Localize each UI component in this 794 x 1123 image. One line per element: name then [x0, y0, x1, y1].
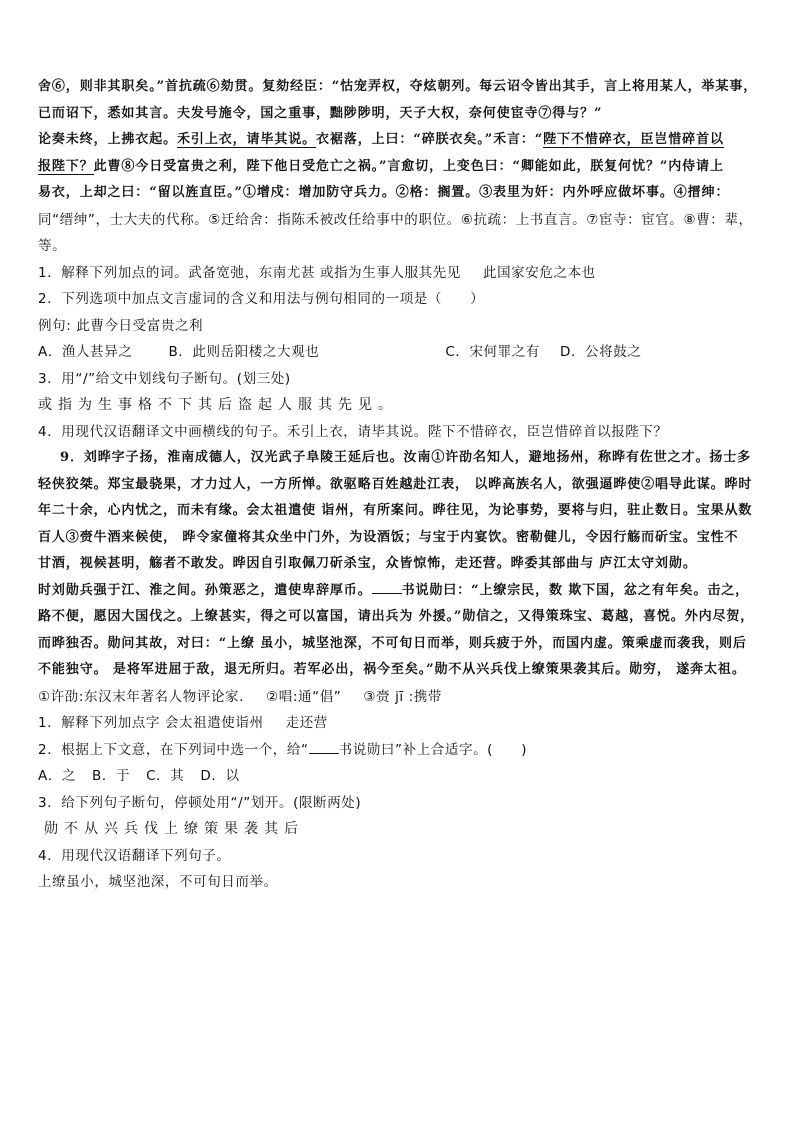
- option-d[interactable]: D．以: [200, 768, 240, 784]
- question-text: 书说勋曰”补上合适字。( ): [338, 741, 528, 758]
- underlined-sentence: 陛下不惜碎衣，臣岂惜碎首以: [543, 132, 724, 147]
- question-4: 4．用现代汉语翻译文中画横线的句子。禾引上衣，请毕其说。陛下不惜碎衣，臣岂惜碎首以报陛下？: [38, 423, 668, 440]
- passage-1-line: 舍⑥，则非其职矣。”首抗疏⑥劾贯。复劾经臣：“怙宠弄权，夺炫朝列。每云诏令皆出其手，言上将用某人，举某事，: [38, 79, 758, 94]
- example-sentence: 例句: 此曹今日受富贵之利: [38, 317, 204, 334]
- note: ②唱:通“倡”: [266, 688, 342, 705]
- text-span: 此曹⑧今日受富贵之利，陛下他日受危亡之祸。”言愈切，上变色曰：“卿能如此，朕复何忧？”内侍请上: [93, 158, 724, 174]
- option-a[interactable]: A．之: [38, 768, 77, 784]
- passage-1-line: [38, 127, 756, 154]
- question-text: 走还营: [285, 715, 328, 731]
- option-d[interactable]: D．公将鼓之: [559, 344, 642, 360]
- question-1: [38, 710, 756, 737]
- note: ③赍 jī :携带: [363, 688, 443, 705]
- fill-blank[interactable]: [372, 581, 402, 594]
- segmentation-text: 勋不从兴兵伐上缭策果袭其后: [44, 821, 304, 837]
- text-span: 书说勋曰：“上缭宗民，数 欺下国，忿之有年矣。击之，: [401, 582, 750, 598]
- question-text: 1．解释下列加点字 会太祖遣使诣州: [38, 715, 264, 731]
- passage-1-notes: 同“缙绅”，士大夫的代称。⑤迁给舍：指陈禾被改任给事中的职位。⑥抗疏：上书直言。⑦宦寺：宦官。⑧曹：辈，: [38, 211, 753, 228]
- question-3: 3．给下列句子断句，停顿处用“/”划开。(限断两处): [38, 794, 362, 811]
- question-text: 1．解释下列加点的词。武备宽弛，东南尤甚 或指为生事人服其先见: [38, 264, 461, 281]
- text-span: 时刘勋兵强于江、淮之间。孙策恶之，遣使卑辞厚币。: [38, 582, 372, 598]
- passage-2-line: 百人③赍牛酒来候使， 晔令家僮将其众坐中门外，为设酒饭；与宝于内宴饮。密勒健儿，令因行觞而斫宝。宝性不: [38, 529, 739, 545]
- segmentation-text: 或指为生事格不下其后盗起人服其先见。: [38, 397, 398, 413]
- option-b[interactable]: B．此则岳阳楼之大观也: [168, 344, 320, 360]
- passage-2-line: 而晔独否。勋问其故，对曰：“上缭 虽小，城坚池深，不可旬日而举，则兵疲于外，而国内虚。策乘虚而袭我，则后: [38, 635, 747, 651]
- question-set-2: [38, 710, 756, 896]
- passage-2-line: 轻侠狡桀。郑宝最骁果，才力过人，一方所惮。欲驱略百姓越赴江表， 以晔高族名人，欲强逼晔使②唱导此谋。晔时: [38, 476, 753, 492]
- question-2: 2．下列选项中加点文言虚词的含义和用法与例句相同的一项是（ ）: [38, 291, 485, 307]
- option-a[interactable]: A．渔人甚异之: [38, 344, 133, 360]
- question-3: 3．用“/”给文中划线句子断句。(划三处): [38, 370, 291, 387]
- passage-1-line: [38, 154, 756, 181]
- question-set-1: [38, 260, 756, 446]
- text-span: 论奏未终，上拂衣起。: [38, 132, 178, 147]
- option-c[interactable]: C．宋何罪之有: [445, 344, 540, 360]
- question-text: 此国家安危之本也: [482, 264, 596, 281]
- options-row: [38, 763, 756, 790]
- note: ①许劭:东汉末年著名人物评论家.: [38, 688, 245, 705]
- passage-1-line: 易衣，上却之曰：“留以旌直臣。”①增戍：增加防守兵力。②格：搁置。③表里为奸：内外呼应做坏事。④搢绅：: [38, 185, 730, 200]
- text-span: 衣裾落，上曰：“碎朕衣矣。”禾言：“: [316, 132, 544, 147]
- passage-2-line: [38, 578, 756, 605]
- option-c[interactable]: C．其: [146, 768, 185, 784]
- option-b[interactable]: B．于: [92, 768, 131, 784]
- underlined-sentence: 报陛下？: [38, 158, 94, 174]
- passage-2-line: 路不便，愿因大国伐之。上缭甚实，得之可以富国，请出兵为 外援。”勋信之，又得策珠宝、葛越，喜悦。外内尽贺，: [38, 609, 755, 624]
- passage-2: [38, 445, 756, 710]
- translation-sentence: 上缭虽小，城坚池深，不可旬日而举。: [38, 874, 278, 890]
- passage-2-line: 甘酒，视候甚明，觞者不敢发。晔因自引取佩刀斫杀宝，众皆惊怖，走还营。晔委其部曲与 庐江太守刘勋。: [38, 556, 697, 571]
- question-1: [38, 260, 756, 287]
- question-4: 4．用现代汉语翻译下列句子。: [38, 847, 231, 864]
- options-row: [38, 339, 756, 366]
- passage-2-line: 不能独守。 是将军进屈于敌，退无所归。若军必出，祸今至矣。”勋不从兴兵伐上缭策果袭其后。勋穷， 遂奔太祖。: [38, 662, 746, 677]
- passage-2-line: 9．刘晔字子扬，淮南成德人，汉光武子阜陵王延后也。汝南①许劭名知人，避地扬州，称晔有佐世之才。扬士多: [60, 450, 752, 465]
- passage-2-line: 年二十余，心内忧之，而未有缘。会太祖遣使 诣州，有所案问。晔往见，为论事势，要将与归，驻止数日。宝果从数: [38, 503, 753, 518]
- underlined-sentence: 禾引上衣，请毕其说。: [177, 132, 317, 147]
- passage-1-notes: 等。: [38, 238, 67, 254]
- question-2: [38, 737, 756, 764]
- passage-1-line: 已而诏下，悉如其言。夫发号施令，国之重事，黜陟陟明，天子大权，奈何使宦寺⑦得与？”: [38, 105, 603, 121]
- passage-2-notes: [38, 684, 756, 711]
- passage-1: [38, 74, 756, 260]
- question-text: 2．根据上下文意，在下列词中选一个，给“: [38, 741, 309, 758]
- fill-blank[interactable]: [309, 741, 339, 754]
